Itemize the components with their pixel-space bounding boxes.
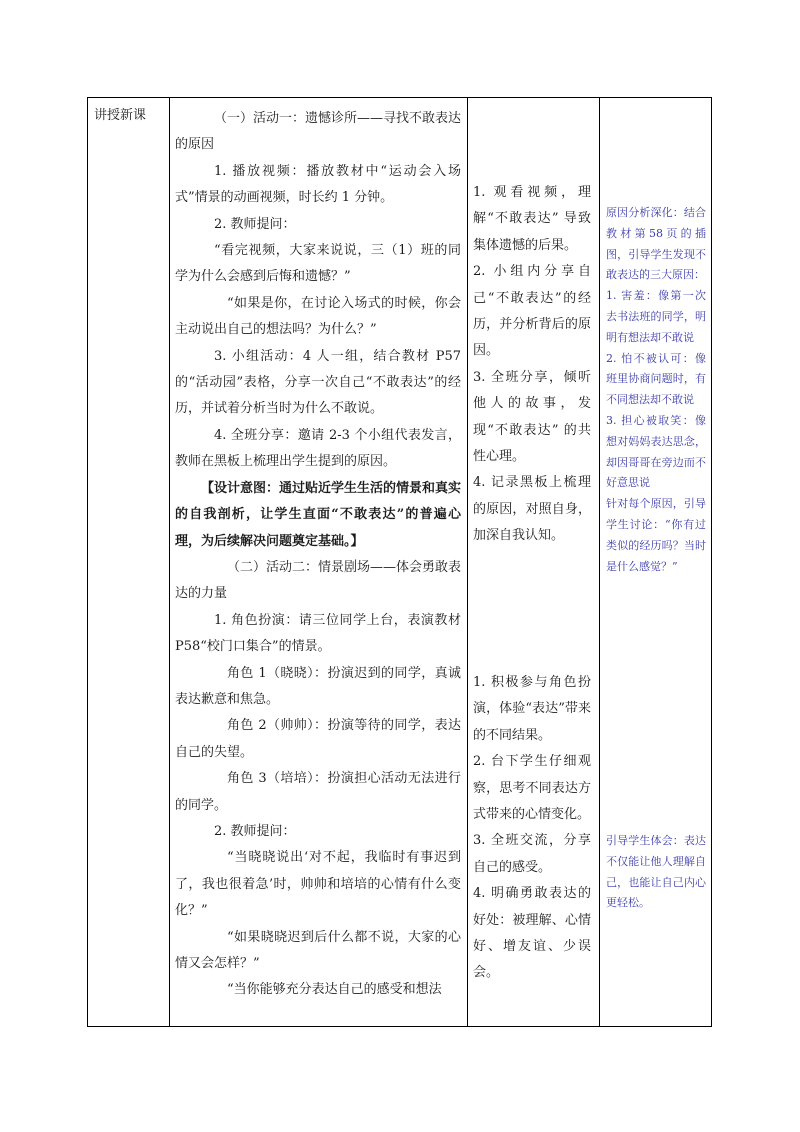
teacher-notes-cell xyxy=(599,98,713,1026)
teacher-question: “看完视频，大家来说说，三（1）班的同学为什么会感到后悔和遗憾？” xyxy=(175,243,461,285)
teacher-question: “如果晓晓迟到后什么都不说，大家的心情又会怎样？” xyxy=(175,929,461,971)
teacher-note: 1. 害羞：像第一次去书法班的同学，明明有想法却不敢说 xyxy=(606,289,706,344)
teacher-question: “当晓晓说出‘对不起，我临时有事迟到了，我也很着急’时，帅帅和培培的心情有什么变化？” xyxy=(175,850,461,919)
teacher-question: “当你能够充分表达自己的感受和想法 xyxy=(227,982,442,998)
content-paragraph: 2. 教师提问： xyxy=(214,216,296,232)
teacher-note: 3. 担心被取笑：像想对妈妈表达思念，却因哥哥在旁边而不好意思说 xyxy=(606,413,706,490)
role-description: 角色 3（培培）：扮演担心活动无法进行的同学。 xyxy=(175,771,461,813)
activity-1-heading: （一）活动一：遗憾诊所——寻找不敢表达的原因 xyxy=(175,111,462,153)
lesson-plan-table xyxy=(87,97,712,1027)
teacher-note: 原因分析深化：结合教材第58页的插图，引导学生发现不敢表达的三大原因： xyxy=(606,206,706,282)
student-activity: 3. 全班交流，分享自己的感受。 xyxy=(473,833,591,875)
student-block-2 xyxy=(473,670,591,987)
notes-block-1 xyxy=(606,203,706,577)
content-paragraph: 1. 播放视频：播放教材中“运动会入场式”情景的动画视频，时长约 1 分钟。 xyxy=(175,163,461,206)
content-paragraph: 3. 小组活动：4 人一组，结合教材 P57 的“活动园”表格，分享一次自己“不敢表达”的经历，并试着分析当时为什么不敢说。 xyxy=(175,348,461,417)
teacher-question: “如果是你，在讨论入场式的时候，你会主动说出自己的想法吗？为什么？” xyxy=(175,295,461,338)
notes-block-2 xyxy=(606,831,706,914)
student-activity: 1. 观看视频，理解“不敢表达” 导致集体遗憾的后果。 xyxy=(473,185,591,253)
teacher-note: 引导学生体会：表达不仅能让他人理解自己，也能让自己内心更轻松。 xyxy=(606,834,706,910)
student-activity: 4. 记录黑板上梳理的原因，对照自身，加深自我认知。 xyxy=(473,475,591,544)
row-label-cell xyxy=(88,98,169,123)
row-label: 讲授新课 xyxy=(94,108,147,123)
student-activity: 1. 积极参与角色扮演，体验“表达”带来的不同结果。 xyxy=(473,675,591,743)
content-paragraph: 1. 角色扮演：请三位同学上台，表演教材 P58“校门口集合”的情景。 xyxy=(175,612,461,655)
student-activity: 4. 明确勇敢表达的好处：被理解、心情好、增友谊、少误会。 xyxy=(473,886,591,981)
design-intent: 【设计意图：通过贴近学生生活的情景和真实的自我剖析，让学生直面“不敢表达”的普遍心理，为后续解决问题奠定基础。】 xyxy=(175,480,462,549)
student-activity: 2. 小组内分享自己“不敢表达”的经历，并分析背后的原因。 xyxy=(473,264,591,359)
student-activity-cell xyxy=(467,98,599,1026)
content-paragraph: 4. 全班分享：邀请 2-3 个小组代表发言，教师在黑板上梳理出学生提到的原因。 xyxy=(175,427,461,470)
role-description: 角色 2（帅帅）：扮演等待的同学，表达自己的失望。 xyxy=(175,718,461,760)
teacher-note: 针对每个原因，引导学生讨论：“你有过类似的经历吗？当时是什么感觉？” xyxy=(606,497,706,573)
student-block-1 xyxy=(473,180,591,550)
student-activity: 2. 台下学生仔细观察，思考不同表达方式带来的心情变化。 xyxy=(473,754,591,823)
role-description: 角色 1（晓晓）：扮演迟到的同学，真诚表达歉意和焦急。 xyxy=(175,665,461,707)
teaching-content-cell xyxy=(169,98,467,1004)
activity-2-heading: （二）活动二：情景剧场——体会勇敢表达的力量 xyxy=(175,559,462,602)
content-paragraph: 2. 教师提问： xyxy=(214,823,296,839)
student-activity: 3. 全班分享，倾听他人的故事，发现“不敢表达” 的共性心理。 xyxy=(473,369,591,465)
teacher-note: 2. 怕不被认可：像班里协商问题时，有不同想法却不敢说 xyxy=(606,351,706,407)
